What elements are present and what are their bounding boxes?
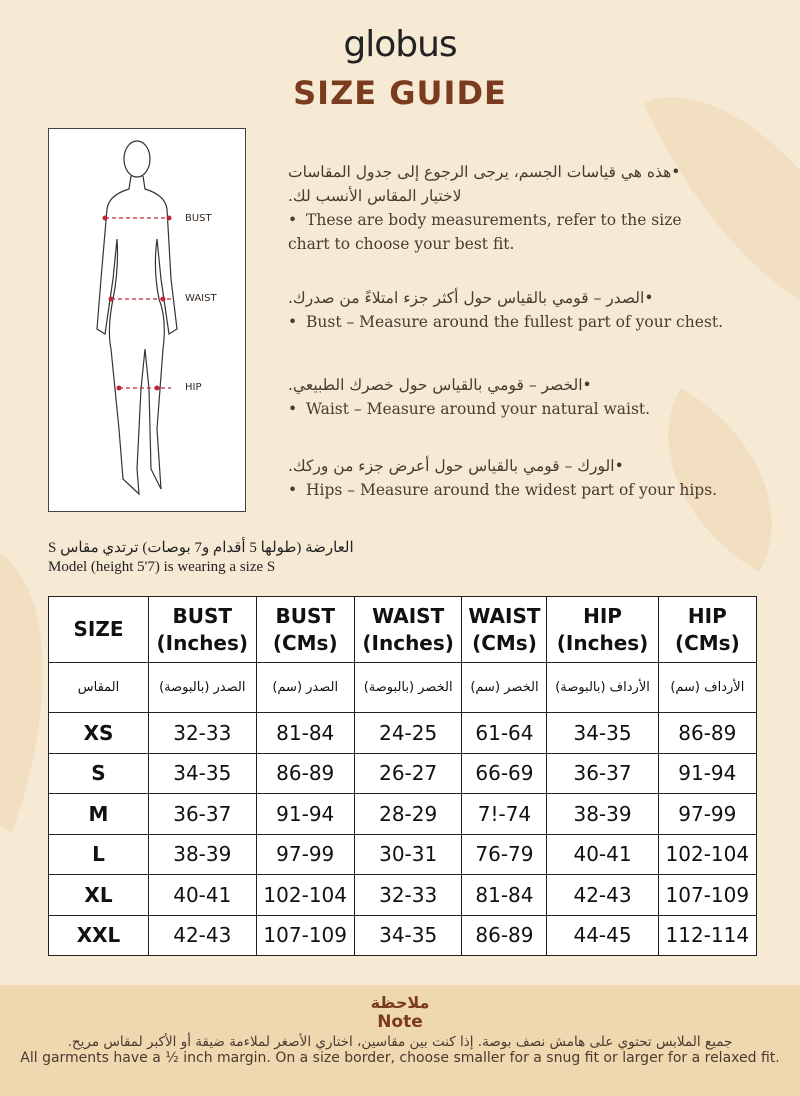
table-cell: 97-99	[256, 834, 354, 875]
table-cell: 91-94	[658, 753, 756, 794]
col-header: SIZE	[49, 597, 149, 663]
table-cell: 32-33	[149, 713, 257, 754]
col-header: WAIST (Inches)	[354, 597, 462, 663]
table-arabic-header-row	[49, 663, 757, 713]
col-header: BUST (CMs)	[256, 597, 354, 663]
table-row	[49, 713, 757, 754]
note-title-en: Note	[377, 1012, 423, 1032]
table-row	[49, 875, 757, 916]
table-cell: 36-37	[149, 794, 257, 835]
table-cell: 32-33	[354, 875, 462, 916]
bullet-waist: •الخصر – قومي بالقياس حول خصرك الطبيعي. • Waist – Measure around your natural waist.	[288, 376, 651, 418]
table-cell: 107-109	[658, 875, 756, 916]
table-row	[49, 794, 757, 835]
note-section	[0, 985, 800, 1096]
model-note-en: Model (height 5'7) is wearing a size S	[48, 559, 276, 575]
col-header-ar: المقاس	[49, 663, 149, 713]
table-cell: 81-84	[462, 875, 547, 916]
table-cell: 86-89	[462, 915, 547, 956]
table-cell: 34-35	[149, 753, 257, 794]
table-cell: 102-104	[256, 875, 354, 916]
col-header: HIP (CMs)	[658, 597, 756, 663]
body-figure-illustration	[48, 128, 246, 512]
table-cell: 86-89	[658, 713, 756, 754]
size-cell: S	[49, 753, 149, 794]
table-cell: 34-35	[354, 915, 462, 956]
hip-label: HIP	[185, 382, 202, 393]
size-chart-table	[48, 596, 757, 956]
table-cell: 34-35	[547, 713, 658, 754]
table-cell: 40-41	[547, 834, 658, 875]
table-cell: 36-37	[547, 753, 658, 794]
table-row	[49, 753, 757, 794]
table-cell: 38-39	[547, 794, 658, 835]
col-header: WAIST (CMs)	[462, 597, 547, 663]
table-row	[49, 834, 757, 875]
bullet-hips: •الورك – قومي بالقياس حول أعرض جزء من وركك. • Hips – Measure around the widest part of your hips.	[288, 457, 718, 499]
note-title-ar: ملاحظة	[370, 993, 430, 1012]
table-cell: 76-79	[462, 834, 547, 875]
table-cell: 107-109	[256, 915, 354, 956]
table-cell: 44-45	[547, 915, 658, 956]
table-cell: 38-39	[149, 834, 257, 875]
table-cell: 66-69	[462, 753, 547, 794]
table-cell: 40-41	[149, 875, 257, 916]
bust-label: BUST	[185, 213, 212, 224]
table-cell: 7!-74	[462, 794, 547, 835]
bullet-intro: •هذه هي قياسات الجسم، يرجى الرجوع إلى جدول المقاسات لاختيار المقاس الأنسب لك. • These are body measurements, refer to the size chart to choose your best fit.	[288, 163, 682, 253]
col-header: BUST (Inches)	[149, 597, 257, 663]
page-title: SIZE GUIDE	[293, 74, 507, 112]
table-cell: 42-43	[547, 875, 658, 916]
col-header-ar: الخصر (بالبوصة)	[354, 663, 462, 713]
col-header-ar: الأرداف (بالبوصة)	[547, 663, 658, 713]
table-cell: 42-43	[149, 915, 257, 956]
note-text-ar: جميع الملابس تحتوي على هامش نصف بوصة. إذا كنت بين مقاسين، اختاري الأصغر لملاءمة ضيقة أو الأكبر لمقاس مريح.	[67, 1034, 733, 1050]
bullet-bust: •الصدر – قومي بالقياس حول أكثر جزء امتلاءً من صدرك. • Bust – Measure around the fullest part of your chest.	[288, 289, 723, 331]
table-row	[49, 915, 757, 956]
model-note-ar: العارضة (طولها 5 أقدام و7 بوصات) ترتدي مقاس S	[48, 540, 354, 556]
table-cell: 86-89	[256, 753, 354, 794]
table-cell: 28-29	[354, 794, 462, 835]
size-cell: XXL	[49, 915, 149, 956]
table-cell: 24-25	[354, 713, 462, 754]
table-cell: 97-99	[658, 794, 756, 835]
table-cell: 91-94	[256, 794, 354, 835]
size-cell: XL	[49, 875, 149, 916]
table-cell: 81-84	[256, 713, 354, 754]
size-cell: L	[49, 834, 149, 875]
col-header-ar: الصدر (سم)	[256, 663, 354, 713]
col-header: HIP (Inches)	[547, 597, 658, 663]
col-header-ar: الصدر (بالبوصة)	[149, 663, 257, 713]
table-cell: 102-104	[658, 834, 756, 875]
brand-logo: globus	[343, 24, 457, 65]
table-cell: 30-31	[354, 834, 462, 875]
note-text-en: All garments have a ½ inch margin. On a size border, choose smaller for a snug fit or larger for a relaxed fit.	[20, 1050, 780, 1066]
waist-label: WAIST	[185, 293, 217, 304]
size-cell: M	[49, 794, 149, 835]
table-cell: 112-114	[658, 915, 756, 956]
col-header-ar: الأرداف (سم)	[658, 663, 756, 713]
size-cell: XS	[49, 713, 149, 754]
table-cell: 26-27	[354, 753, 462, 794]
col-header-ar: الخصر (سم)	[462, 663, 547, 713]
table-cell: 61-64	[462, 713, 547, 754]
table-header-row	[49, 597, 757, 663]
